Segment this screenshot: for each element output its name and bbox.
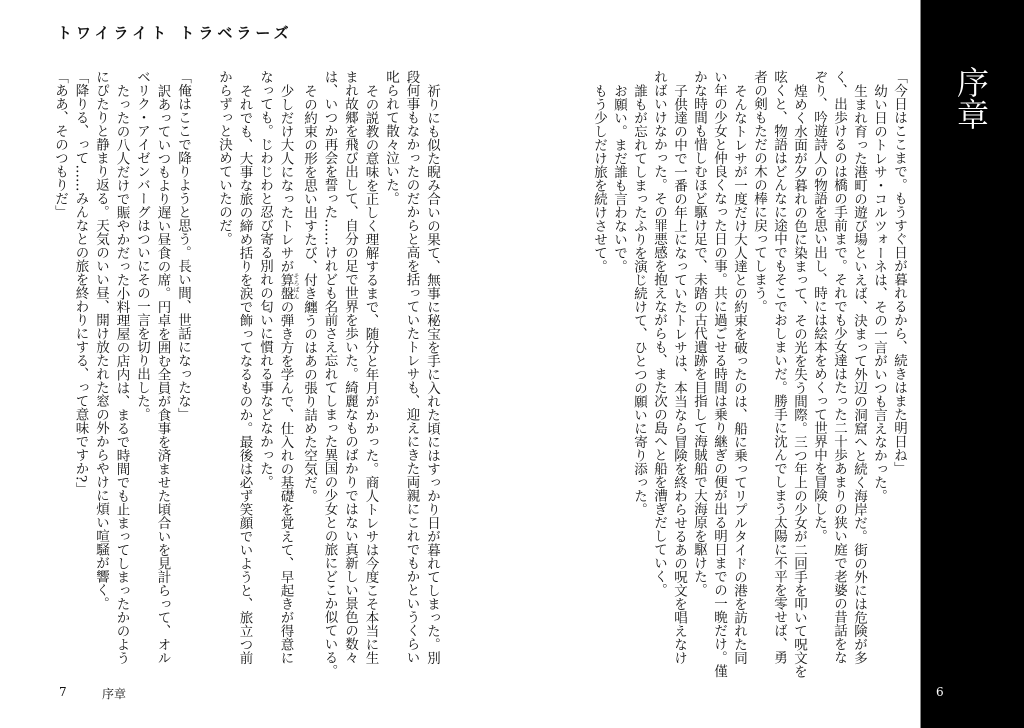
text-line: 者の剣もただの木の棒に戻ってしまう。 (751, 70, 767, 313)
text-line: 幼い日のトレサ・コルツォーネは、その一言がいつも言えなかった。 (871, 83, 887, 502)
text-line: かな時間も惜しむほど駆け足で、未踏の古代遺跡を目指して海賊船で大海原を駆けた。 (691, 70, 707, 597)
text-line: 「今日はここまで。もうすぐ日が暮れるから、続きはまた明日ね」 (891, 70, 907, 475)
text-line (275, 70, 299, 664)
text-line: たったの八人だけで賑やかだった小料理屋の店内は、まるで時間でも止まってしまったかのよう (113, 83, 130, 664)
text-line: 「俺はここで降りようと思う。長い間、世話になったな」 (175, 70, 191, 421)
ruby-reading: そろばん (292, 272, 299, 300)
text-line (193, 70, 214, 660)
chapter-title: 序章 (952, 66, 990, 130)
text-line: その約束の形を思い出すたび、付き纏うのはあの張り詰めた空気だ。 (301, 83, 317, 502)
ruby-line-before: 少しだけ大人になったトレサが (277, 83, 294, 273)
text-line: く、出歩けるのは橋の手前まで。それでも少女達はたった二十歩あまりの狭い庭で老婆の昔話をな (831, 70, 847, 664)
text-line: お願い。まだ誰も言わないで。 (611, 83, 627, 273)
ruby-base: 算盤 (277, 272, 294, 300)
ruby-line-after: の弾き方を学んで、仕入れの基礎を覚えて、早起きが得意に (277, 299, 294, 664)
left-page-number: 7 (59, 685, 67, 699)
text-line: まれ故郷を飛び出して、自分の足で世界を歩いた。綺麗なものばかりではない真新しい景色の数々 (342, 70, 358, 664)
right-page-text (589, 70, 909, 678)
text-line: 「降りる、って……みんなとの旅を終わりにする、って意味ですか?」 (72, 70, 89, 496)
book-title-header: トワイライト トラベラーズ (57, 24, 293, 42)
text-line: 段何事もなかったのだからと高を括っていたトレサも、迎えにきた両親にこれでもかというくらい (403, 70, 420, 664)
text-line: ればいけなかった。その罪悪感を抱えながらも、また次の島へと船を漕ぎだしていく。 (651, 70, 667, 597)
left-page-text (52, 70, 442, 678)
text-line: 呟くと、物語はどんなに途中でもそこでおしまいだ。勝手に沈んでしまう太陽に不平を零せば、勇 (771, 70, 787, 664)
left-running-head: 序章 (102, 687, 127, 701)
text-line: い年の少女と仲良くなった日の事。共に過ごせる時間は乗り継ぎの便が出る明日までの一晩だけ。僅 (711, 70, 727, 678)
text-line: 煌めく水面が夕暮れの色に染まって、その光を失う間際。三つ年上の少女が二回手を叩いて呪文を (791, 83, 807, 678)
text-line: ぞり、吟遊詩人の物語を思い出し、時には絵本をめくって世界中を冒険した。 (811, 70, 827, 543)
text-line: にぴたりと静まり返る。天気のいい昼、開け放たれた窓の外からやけに煩い喧騒が響く。 (93, 70, 109, 610)
text-line: もう少しだけ旅を続けさせて。 (591, 83, 607, 273)
ruby-annotation (277, 272, 299, 300)
text-line: からずっと決めていたのだ。 (216, 70, 232, 246)
text-line: ベリク・アイゼンバーグはついにその一言を切り出した。 (134, 70, 150, 421)
text-line: 誰もが忘れてしまったふりを演じ続けて、ひとつの願いに寄り添った。 (631, 83, 647, 516)
text-line: それでも、大事な旅の締め括りを涙で飾ってなるものか。最後は必ず笑顔でいようと、旅立つ前 (236, 83, 253, 664)
text-line: 子供達の中で一番の年上になっていたトレサは、本当なら冒険を終わらせるあの呪文を唱えなけ (671, 83, 687, 664)
text-line: 叱られて散々泣いた。 (383, 70, 399, 205)
text-line: 「ああ、そのつもりだ」 (52, 70, 68, 219)
text-line: 訳あっていつもより遅い昼食の席。円卓を囲む全員が食事を済ませた頃合いを見計らって、オル (154, 83, 171, 664)
text-line: なっても。じわじわと忍び寄る別れの匂いに慣れる事などなかった。 (257, 70, 273, 489)
text-line: 祈りにも似た睨み合いの果て、無事に秘宝を手に入れた頃にはすっかり日が暮れてしまった。別 (424, 83, 440, 664)
right-page-number: 6 (936, 685, 944, 699)
text-line: そんなトレサが一度だけ大人達との約束を破ったのは、船に乗ってリプルタイドの港を訪れた同 (731, 83, 747, 664)
text-line: は、いつか再会を誓った……けれども名前さえ忘れてしまった異国の少女との旅にどこか似ている。 (321, 70, 338, 678)
text-line: 生まれ育った港町の遊び場といえば、決まって外辺の洞窟へと続く海岸だ。街の外には危険が多 (851, 83, 867, 664)
text-line: その説教の意味を正しく理解するまで、随分と年月がかかった。商人トレサは今度こそ本当に生 (362, 83, 379, 664)
chapter-tab (920, 0, 1024, 728)
